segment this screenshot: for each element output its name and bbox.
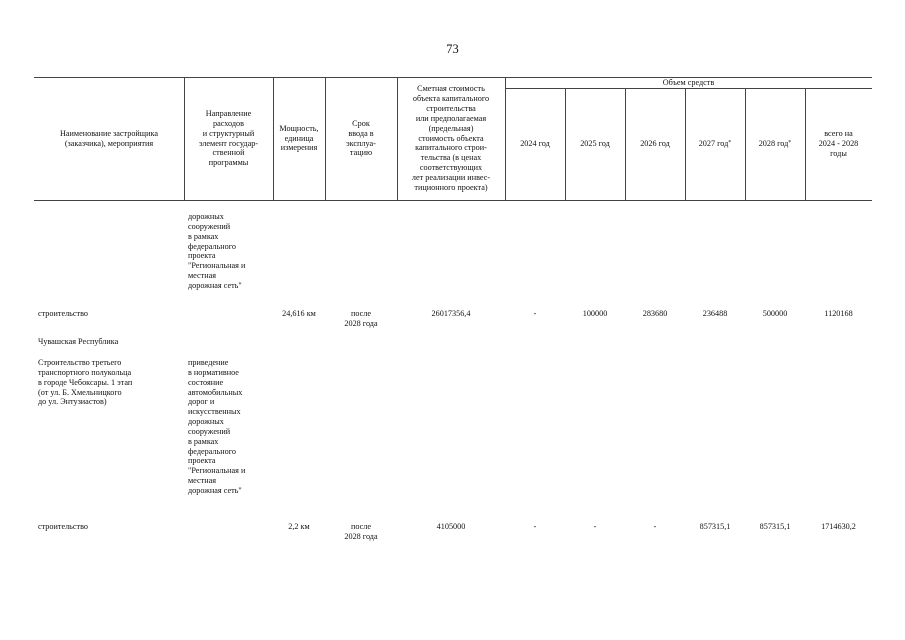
row-name: строительство bbox=[38, 309, 89, 318]
row-y2025: 100000 bbox=[582, 309, 608, 318]
header-year-2025: 2025 год bbox=[580, 139, 610, 149]
header-year-2026: 2026 год bbox=[640, 139, 670, 149]
header-cost: Сметная стоимость объекта капитального строительства или предполагаемая (предельная) стоимость объекта капитального строи- тельства (в ценах соответствующих лет реализации инвес- тиционного проекта) bbox=[411, 84, 491, 192]
header-total: всего на 2024 - 2028 годы bbox=[818, 129, 859, 158]
header-year-2027: 2027 год * bbox=[698, 139, 732, 149]
header-volume-group: Объем средств bbox=[662, 77, 715, 87]
row-y2028: 857315,1 bbox=[759, 522, 791, 531]
row-y2024: - bbox=[533, 522, 537, 531]
row-y2025: - bbox=[593, 522, 597, 531]
row-y2026: 283680 bbox=[642, 309, 668, 318]
row-capacity: 24,616 км bbox=[282, 309, 316, 318]
row-y2027: 857315,1 bbox=[699, 522, 731, 531]
row-y2028: 500000 bbox=[762, 309, 788, 318]
direction: приведение в нормативное состояние автомобильных дорог и искусственных дорожных сооружений в рамках федерального проекта "Региональная и местная дорожная сеть" bbox=[188, 358, 246, 495]
row-cost: 4105000 bbox=[436, 522, 466, 531]
direction-continuation: дорожных сооружений в рамках федерального проекта "Региональная и местная дорожная сеть" bbox=[188, 212, 246, 290]
header-year-2028: 2028 год * bbox=[758, 139, 792, 149]
row-total: 1120168 bbox=[824, 309, 853, 318]
page-number: 73 bbox=[446, 42, 459, 56]
object-name: Строительство третьего транспортного полукольца в городе Чебоксары. 1 этап (от ул. Б. Хмельницкого до ул. Энтузиастов) bbox=[38, 358, 133, 407]
row-term: после 2028 года bbox=[344, 522, 378, 541]
row-y2026: - bbox=[653, 522, 657, 531]
header-year-2024: 2024 год bbox=[520, 139, 550, 149]
row-cost: 26017356,4 bbox=[431, 309, 471, 318]
header-capacity: Мощность, единица измерения bbox=[279, 123, 319, 153]
row-y2027: 236488 bbox=[702, 309, 728, 318]
row-name: строительство bbox=[38, 522, 89, 531]
row-capacity: 2,2 км bbox=[288, 522, 310, 531]
header-term: Срок ввода в эксплуа- тацию bbox=[346, 118, 376, 158]
row-y2024: - bbox=[533, 309, 537, 318]
header-direction: Направление расходов и структурный элемент государ- ственной программы bbox=[198, 108, 259, 168]
region-label: Чувашская Республика bbox=[38, 337, 119, 346]
header-name: Наименование застройщика (заказчика), мероприятия bbox=[60, 128, 158, 148]
row-total: 1714630,2 bbox=[821, 522, 856, 531]
row-term: после 2028 года bbox=[344, 309, 378, 328]
